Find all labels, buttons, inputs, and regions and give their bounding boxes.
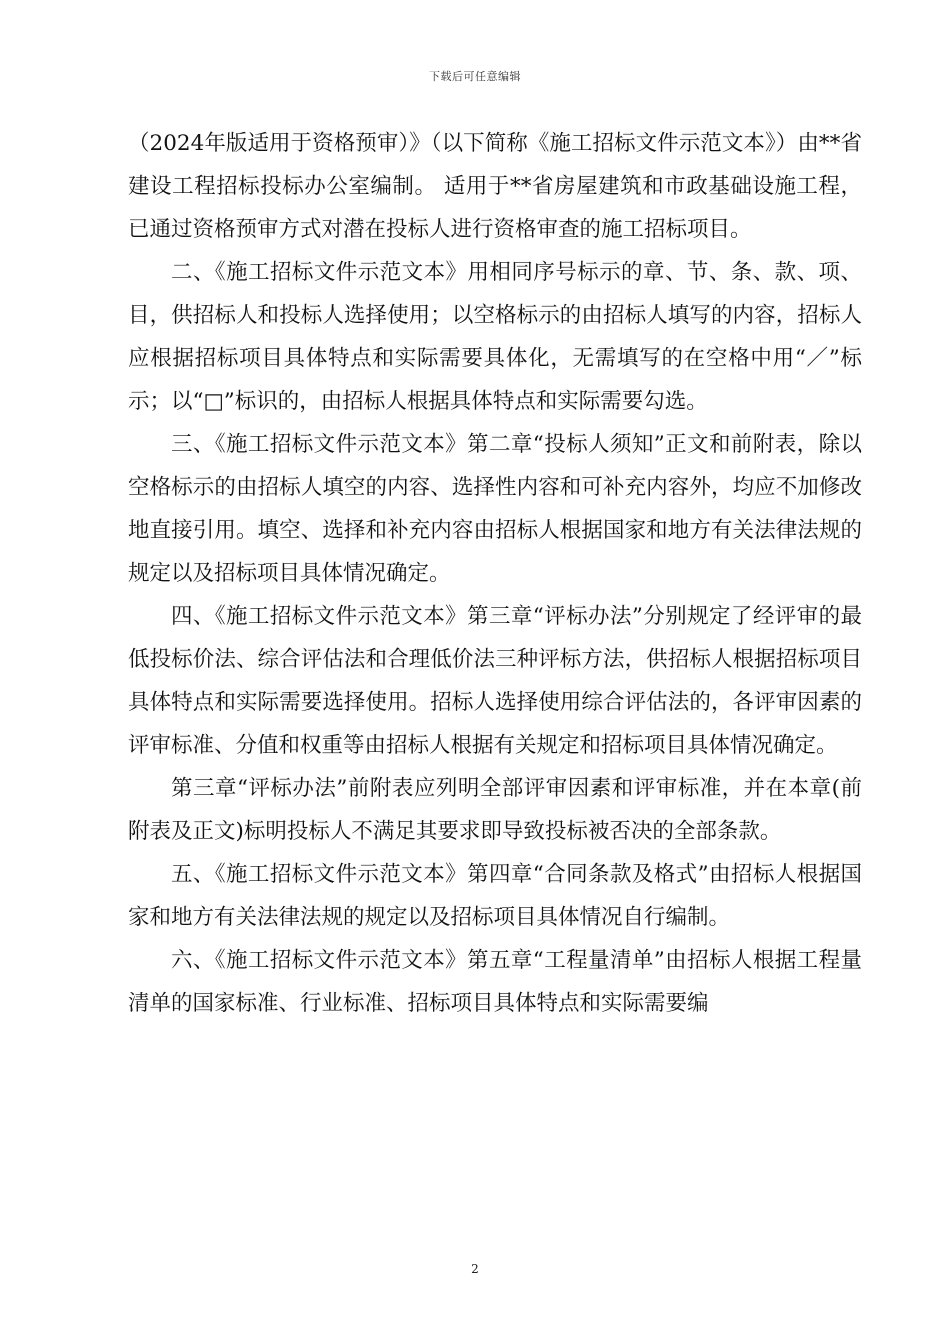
paragraph-item-4: 四、《施工招标文件示范文本》第三章“评标办法”分别规定了经评审的最低投标价法、综合评估法和合理低价法三种评标方法，供招标人根据招标项目具体特点和实际需要选择使用。招标人选择使用综合评估法的，各评审因素的评审标准、分值和权重等由招标人根据有关规定和招标项目具体情况确定。 [128,604,862,758]
paragraph-item-6: 六、《施工招标文件示范文本》第五章“工程量清单”由招标人根据工程量清单的国家标准、行业标准、招标项目具体特点和实际需要编 [128,948,862,1016]
paragraph-item-4-note: 第三章“评标办法”前附表应列明全部评审因素和评审标准，并在本章(前附表及正文)标明投标人不满足其要求即导致投标被否决的全部条款。 [128,776,862,844]
document-body [128,122,862,1025]
paragraph-item-5: 五、《施工招标文件示范文本》第四章“合同条款及格式”由招标人根据国家和地方有关法律法规的规定以及招标项目具体情况自行编制。 [128,862,862,930]
paragraph-item-3: 三、《施工招标文件示范文本》第二章“投标人须知”正文和前附表，除以空格标示的由招标人填空的内容、选择性内容和可补充内容外，均应不加修改地直接引用。填空、选择和补充内容由招标人根据国家和地方有关法律法规的规定以及招标项目具体情况确定。 [128,432,862,586]
page-header: 下载后可任意编辑 [429,70,521,83]
paragraph-intro-continuation: （2024年版适用于资格预审）》（以下简称《施工招标文件示范文本》）由**省建设工程招标投标办公室编制。 适用于**省房屋建筑和市政基础设施工程，已通过资格预审方式对潜在投标人进行资格审查的施工招标项目。 [128,131,862,242]
paragraph-item-2: 二、《施工招标文件示范文本》用相同序号标示的章、节、条、款、项、目，供招标人和投标人选择使用；以空格标示的由招标人填写的内容，招标人应根据招标项目具体特点和实际需要具体化，无需填写的在空格中用“／”标示；以“□”标识的，由招标人根据具体特点和实际需要勾选。 [128,260,862,414]
page-number: 2 [471,1262,479,1276]
